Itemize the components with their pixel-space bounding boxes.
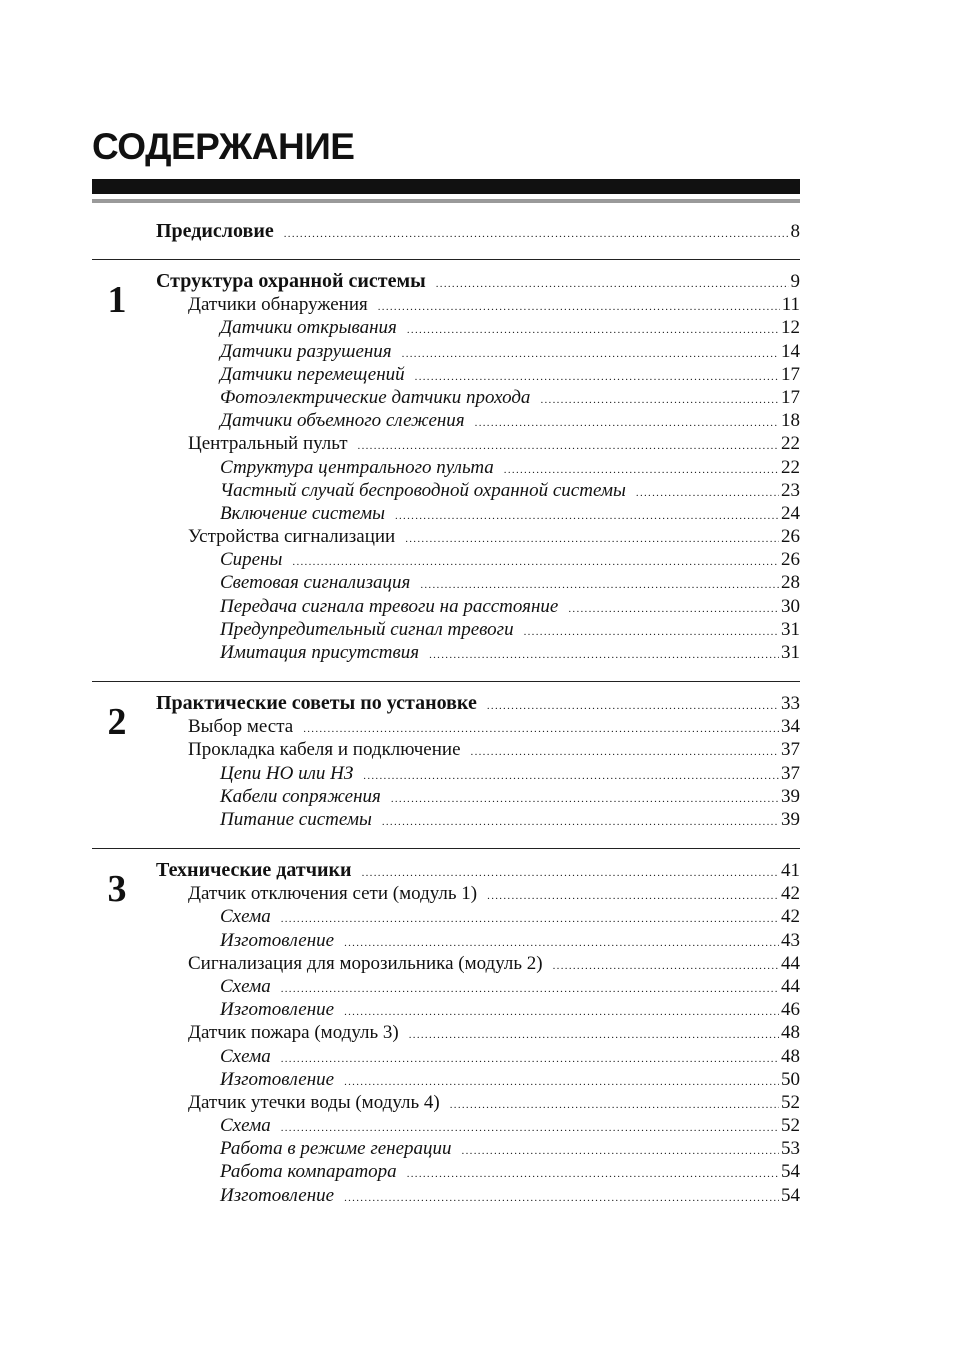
toc-subsection-entry[interactable]: [156, 618, 800, 641]
chapter-entries: [156, 692, 800, 831]
dot-leader: [395, 505, 779, 528]
entry-title: Световая сигнализация: [220, 572, 411, 594]
entry-title: Передача сигнала тревоги на расстояние: [220, 595, 559, 617]
entry-title: Схема: [220, 906, 271, 928]
dot-leader: [429, 644, 779, 667]
entry-title: Предупредительный сигнал тревоги: [220, 618, 514, 640]
entry-page: 34: [781, 716, 800, 738]
entry-page: 26: [781, 526, 800, 548]
entry-page: 42: [781, 883, 800, 905]
entry-page: 9: [790, 271, 800, 292]
entry-title: Технические датчики: [156, 859, 352, 881]
toc-entry-preface[interactable]: [156, 220, 800, 243]
toc-subsection-entry[interactable]: [156, 548, 800, 571]
entry-page: 37: [781, 739, 800, 761]
entry-page: 48: [781, 1022, 800, 1044]
toc-section-entry[interactable]: [156, 952, 800, 975]
toc-subsection-entry[interactable]: [156, 1184, 800, 1207]
toc-section-entry[interactable]: [156, 882, 800, 905]
toc-subsection-entry[interactable]: [156, 316, 800, 339]
chapter-entries: [156, 859, 800, 1207]
dot-leader: [487, 885, 779, 908]
title-rule-thick: [92, 179, 800, 194]
entry-title: Изготовление: [220, 1068, 335, 1090]
entry-page: 37: [781, 762, 800, 784]
toc-subsection-entry[interactable]: [156, 1045, 800, 1068]
entry-title: Изготовление: [220, 1184, 335, 1206]
dot-leader: [407, 1163, 779, 1186]
chapter-number: 1: [107, 279, 127, 321]
entry-page: 22: [781, 456, 800, 478]
entry-title: Фотоэлектрические датчики прохода: [220, 386, 531, 408]
dot-leader: [553, 955, 779, 978]
entry-page: 52: [781, 1115, 800, 1137]
entry-title: Имитация присутствия: [220, 642, 420, 663]
entry-page: 53: [781, 1138, 800, 1160]
toc-section-entry[interactable]: [156, 715, 800, 738]
toc-subsection-entry[interactable]: [156, 785, 800, 808]
entry-title: Работа компаратора: [220, 1161, 397, 1183]
dot-leader: [281, 908, 779, 931]
entry-page: 23: [781, 479, 800, 501]
entry-title: Датчики открывания: [220, 317, 397, 339]
dot-leader: [568, 598, 779, 621]
entry-page: 31: [781, 642, 800, 663]
toc-subsection-entry[interactable]: [156, 456, 800, 479]
entry-title: Структура охранной системы: [156, 270, 426, 292]
toc-subsection-entry[interactable]: [156, 998, 800, 1021]
entry-page: 30: [781, 595, 800, 617]
dot-leader: [281, 978, 779, 1001]
dot-leader: [402, 343, 779, 366]
toc-subsection-entry[interactable]: [156, 595, 800, 618]
dot-leader: [284, 223, 789, 246]
entry-title: Схема: [220, 975, 271, 997]
entry-page: 54: [781, 1161, 800, 1183]
entry-page: 33: [781, 693, 800, 714]
entry-title: Датчики обнаружения: [188, 294, 368, 316]
toc-subsection-entry[interactable]: [156, 905, 800, 928]
entry-title: Практические советы по установке: [156, 692, 477, 714]
toc-subsection-entry[interactable]: [156, 1068, 800, 1091]
entry-page: 54: [781, 1184, 800, 1206]
toc-subsection-entry[interactable]: [156, 808, 800, 831]
toc-subsection-entry[interactable]: [156, 641, 800, 664]
toc-subsection-entry[interactable]: [156, 1160, 800, 1183]
dot-leader: [487, 695, 779, 718]
entry-page: 24: [781, 502, 800, 524]
entry-title: Датчики разрушения: [220, 340, 392, 362]
dot-leader: [450, 1094, 779, 1117]
entry-title: Сигнализация для морозильника (модуль 2): [188, 952, 543, 974]
dot-leader: [475, 412, 779, 435]
entry-page: 22: [781, 433, 800, 455]
dot-leader: [344, 1187, 779, 1210]
entry-title: Датчик утечки воды (модуль 4): [188, 1091, 440, 1113]
entry-page: 11: [781, 294, 800, 316]
dot-leader: [363, 765, 779, 788]
toc-section-entry[interactable]: [156, 1021, 800, 1044]
entry-page: 52: [781, 1091, 800, 1113]
section-divider: [92, 681, 800, 682]
entry-title: Предисловие: [156, 220, 274, 242]
entry-title: Схема: [220, 1115, 271, 1137]
entry-page: 28: [781, 572, 800, 594]
dot-leader: [405, 528, 779, 551]
entry-page: 43: [781, 929, 800, 951]
entry-page: 44: [781, 975, 800, 997]
toc-subsection-entry[interactable]: [156, 929, 800, 952]
toc-subsection-entry[interactable]: [156, 363, 800, 386]
toc-section-entry[interactable]: [156, 293, 800, 316]
entry-title: Изготовление: [220, 929, 335, 951]
dot-leader: [462, 1140, 779, 1163]
entry-title: Выбор места: [188, 716, 294, 738]
toc-subsection-entry[interactable]: [156, 386, 800, 409]
entry-page: 8: [790, 221, 800, 242]
entry-page: 50: [781, 1068, 800, 1090]
entry-page: 18: [781, 410, 800, 432]
entry-page: 17: [781, 363, 800, 385]
entry-title: Прокладка кабеля и подключение: [188, 739, 461, 761]
entry-title: Изготовление: [220, 999, 335, 1021]
entry-page: 31: [781, 618, 800, 640]
dot-leader: [281, 1048, 779, 1071]
dot-leader: [382, 811, 779, 834]
entry-page: 12: [781, 317, 800, 339]
entry-page: 17: [781, 386, 800, 408]
dot-leader: [407, 319, 779, 342]
title-rule-thin: [92, 199, 800, 203]
entry-page: 46: [781, 999, 800, 1021]
entry-page: 48: [781, 1045, 800, 1067]
entry-page: 41: [781, 860, 800, 881]
dot-leader: [436, 273, 789, 296]
toc-subsection-entry[interactable]: [156, 340, 800, 363]
section-divider: [92, 848, 800, 849]
entry-title: Структура центрального пульта: [220, 456, 494, 478]
entry-page: 39: [781, 785, 800, 807]
chapter-entries: [156, 270, 800, 664]
entry-title: Сирены: [220, 549, 283, 571]
entry-title: Датчик отключения сети (модуль 1): [188, 883, 478, 905]
entry-page: 14: [781, 340, 800, 362]
entry-title: Кабели сопряжения: [220, 785, 381, 807]
entry-title: Датчики перемещений: [220, 363, 405, 385]
entry-title: Датчик пожара (модуль 3): [188, 1022, 399, 1044]
entry-page: 39: [781, 808, 800, 830]
dot-leader: [636, 482, 779, 505]
dot-leader: [344, 1001, 779, 1024]
toc-subsection-entry[interactable]: [156, 409, 800, 432]
entry-page: 42: [781, 906, 800, 928]
chapter-number: 3: [107, 868, 127, 910]
entry-title: Устройства сигнализации: [188, 526, 396, 548]
toc-section-entry[interactable]: [156, 525, 800, 548]
toc-subsection-entry[interactable]: [156, 502, 800, 525]
entry-title: Частный случай беспроводной охранной системы: [220, 479, 626, 501]
dot-leader: [409, 1024, 779, 1047]
toc-section-entry[interactable]: [156, 1091, 800, 1114]
entry-title: Включение системы: [220, 502, 385, 524]
toc-chapter-heading[interactable]: [156, 270, 800, 293]
entry-page: 26: [781, 549, 800, 571]
toc-subsection-entry[interactable]: [156, 1114, 800, 1137]
toc-section-entry[interactable]: [156, 738, 800, 761]
entry-title: Питание системы: [220, 808, 372, 830]
entry-title: Центральный пульт: [188, 433, 348, 455]
toc-chapter-heading[interactable]: [156, 859, 800, 882]
toc-subsection-entry[interactable]: [156, 1137, 800, 1160]
entry-title: Датчики объемного слежения: [220, 410, 465, 432]
entry-page: 44: [781, 952, 800, 974]
page-title: СОДЕРЖАНИЕ: [92, 126, 355, 167]
chapter-number: 2: [107, 701, 127, 743]
toc-subsection-entry[interactable]: [156, 975, 800, 998]
section-divider: [92, 259, 800, 260]
dot-leader: [391, 788, 779, 811]
toc-section-entry[interactable]: [156, 432, 800, 455]
entry-title: Работа в режиме генерации: [220, 1138, 452, 1160]
dot-leader: [524, 621, 779, 644]
toc-subsection-entry[interactable]: [156, 479, 800, 502]
toc-chapter-heading[interactable]: [156, 692, 800, 715]
dot-leader: [471, 741, 779, 764]
entry-title: Цепи НО или НЗ: [220, 762, 354, 784]
entry-title: Схема: [220, 1045, 271, 1067]
toc-subsection-entry[interactable]: [156, 762, 800, 785]
toc-subsection-entry[interactable]: [156, 571, 800, 594]
dot-leader: [378, 296, 780, 319]
dot-leader: [540, 389, 779, 412]
